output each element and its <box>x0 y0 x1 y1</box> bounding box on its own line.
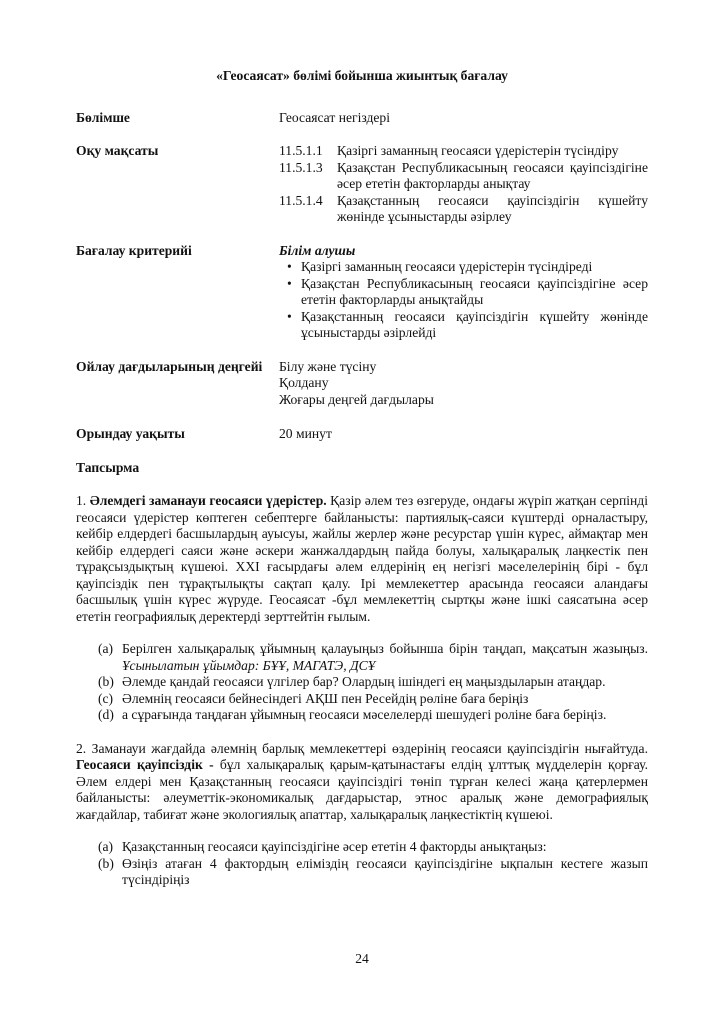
question-text: Берілген халықаралық ұйымның қалауыңыз бойынша бірін таңдап, мақсатын жазыңыз. Ұсынылатын ұйымдар: БҰҰ, МАГАТЭ, ДСҰ <box>122 641 648 673</box>
thinking-row <box>76 359 648 409</box>
question-text: Өзіңіз атаған 4 фактордың еліміздің геосаяси қауіпсіздігіне ықпалын кестеге жазып түсіндіріңіз <box>122 855 648 887</box>
question-marker: (b) <box>98 855 114 871</box>
section-label: Бөлімше <box>76 109 130 125</box>
criteria-item: • Қазіргі заманның геосаяси үдерістерін түсіндіреді <box>301 259 648 276</box>
question-item <box>98 707 648 724</box>
thinking-item: Білу және түсіну <box>279 358 377 374</box>
question-text: Әлемде қандай геосаяси үлгілер бар? Олардың ішіндегі ең маңыздыларын атаңдар. <box>122 674 606 689</box>
time-label: Орындау уақыты <box>76 426 185 441</box>
task1-number: 1. <box>76 493 87 508</box>
criteria-row <box>76 243 648 342</box>
task2-paragraph <box>76 741 648 824</box>
task-heading: Тапсырма <box>76 459 140 475</box>
thinking-item: Қолдану <box>279 375 329 390</box>
thinking-item: Жоғары деңгей дағдылары <box>279 391 434 407</box>
task1-paragraph <box>76 493 648 625</box>
task1-questions <box>98 641 648 724</box>
objective-code: 11.5.1.4 <box>279 192 323 208</box>
question-item <box>98 691 648 708</box>
document-page <box>76 58 648 889</box>
question-text: Әлемнің геосаяси бейнесіндегі АҚШ пен Ресейдің рөліне баға беріңіз <box>122 690 529 706</box>
thinking-list <box>279 359 648 409</box>
objective-code: 11.5.1.3 <box>279 159 323 175</box>
task2-questions <box>98 839 648 889</box>
task1-lead: Әлемдегі заманауи геосаяси үдерістер. <box>89 493 327 508</box>
question-text: а сұрағында таңдаған ұйымның геосаяси мәселелерді шешудегі ролінe баға беріңіз. <box>122 707 607 722</box>
task2-intro: 2. Заманауи жағдайда әлемнің барлық мемлекеттері өздерінің геосаяси қауіпсіздігін нығайтуда. <box>76 740 648 756</box>
question-marker: (d) <box>98 707 114 722</box>
page-number: 24 <box>355 951 369 966</box>
criteria-block <box>279 243 648 342</box>
time-row <box>76 426 648 443</box>
question-marker: (a) <box>98 641 114 656</box>
task2-text: бұл халықаралық қарым-қатынастағы елдің ұлттық мүдделерін қорғау. Әлем елдері мен Қазақстанның геосаяси қауіпсіздігі төніп тұрған келесі жаңа қатерлермен байланысты: әлеуметтік-экономикалық дағдарыстар, этнос аралық және демографиялық жағдайлар, табиғат және экологиялық апаттар, халықаралық лаңкестіктің күшеюі. <box>76 757 648 822</box>
objective-text: Қазіргі заманның геосаяси үдерістерін түсіндіру <box>337 143 619 158</box>
time-value: 20 минут <box>279 426 332 441</box>
criteria-heading: Білім алушы <box>279 242 356 258</box>
criteria-list <box>279 259 648 342</box>
question-marker: (c) <box>98 690 114 706</box>
question-item <box>98 674 648 691</box>
criteria-item: • Қазақстан Республикасының геосаяси қауіпсіздігіне әсер ететін факторларды анықтайды <box>301 276 648 309</box>
objectives-list <box>279 143 648 226</box>
thinking-label: Ойлау дағдыларының деңгейі <box>76 358 263 374</box>
question-item <box>98 839 648 856</box>
objectives-label: Оқу мақсаты <box>76 143 159 158</box>
objectives-row <box>76 143 648 226</box>
page-title: «Геосаясат» бөлімі бойынша жиынтық бағалау <box>216 68 508 83</box>
question-item <box>98 641 648 674</box>
question-marker: (a) <box>98 839 114 854</box>
criteria-item: • Қазақстанның геосаяси қауіпсіздігін күшейту жөнінде ұсыныстарды әзірлейді <box>301 309 648 342</box>
task2-term: Геосаяси қауіпсіздік - <box>76 757 214 772</box>
objective-item <box>279 160 648 193</box>
objective-item <box>279 193 648 226</box>
question-item <box>98 856 648 889</box>
section-value: Геосаясат негіздері <box>279 109 391 125</box>
section-row <box>76 110 648 127</box>
criteria-label: Бағалау критерийі <box>76 242 192 258</box>
task1-text: Қазір әлем тез өзгеруде, ондағы жүріп жатқан серпінді геосаяси үдерістер көптеген себептерге байланысты: партиялық-саяси күштерді орналастыру, кейбір елдердегі басшылардың ауысуы, жайлы жерлер және ресурстар үшін күрес, аймақтар мен кейбір елдердегі саяси және әскери жанжалдардың пайда болуы, халықаралық лаңкестік пен тұрақсыздықтың күшеюі. XXI ғасырдағы әлем елдерінің ең негізгі мәселелерінің бірі - бұл қауіпсіздік пен тұрақтылықты сақтап қалу. Ірі мемлекеттер арасында геосаяси аландағы басшылық үшін күрес жүруде. Геосаясат -бұл мемлекеттің сыртқы және ішкі саясатына әсер ететін географиялық деректерді зерттейтін ғылым. <box>76 493 648 624</box>
question-text: Қазақстанның геосаяси қауіпсіздігіне әсер ететін 4 факторды анықтаңыз: <box>122 839 547 854</box>
objective-text: Қазақстан Республикасының геосаяси қауіпсіздігіне әсер ететін факторларды анықтау <box>337 159 648 191</box>
question-marker: (b) <box>98 674 114 689</box>
objective-code: 11.5.1.1 <box>279 143 323 158</box>
objective-item <box>279 143 648 160</box>
objective-text: Қазақстанның геосаяси қауіпсіздігін күшейту жөнінде ұсыныстарды әзірлеу <box>337 192 648 224</box>
